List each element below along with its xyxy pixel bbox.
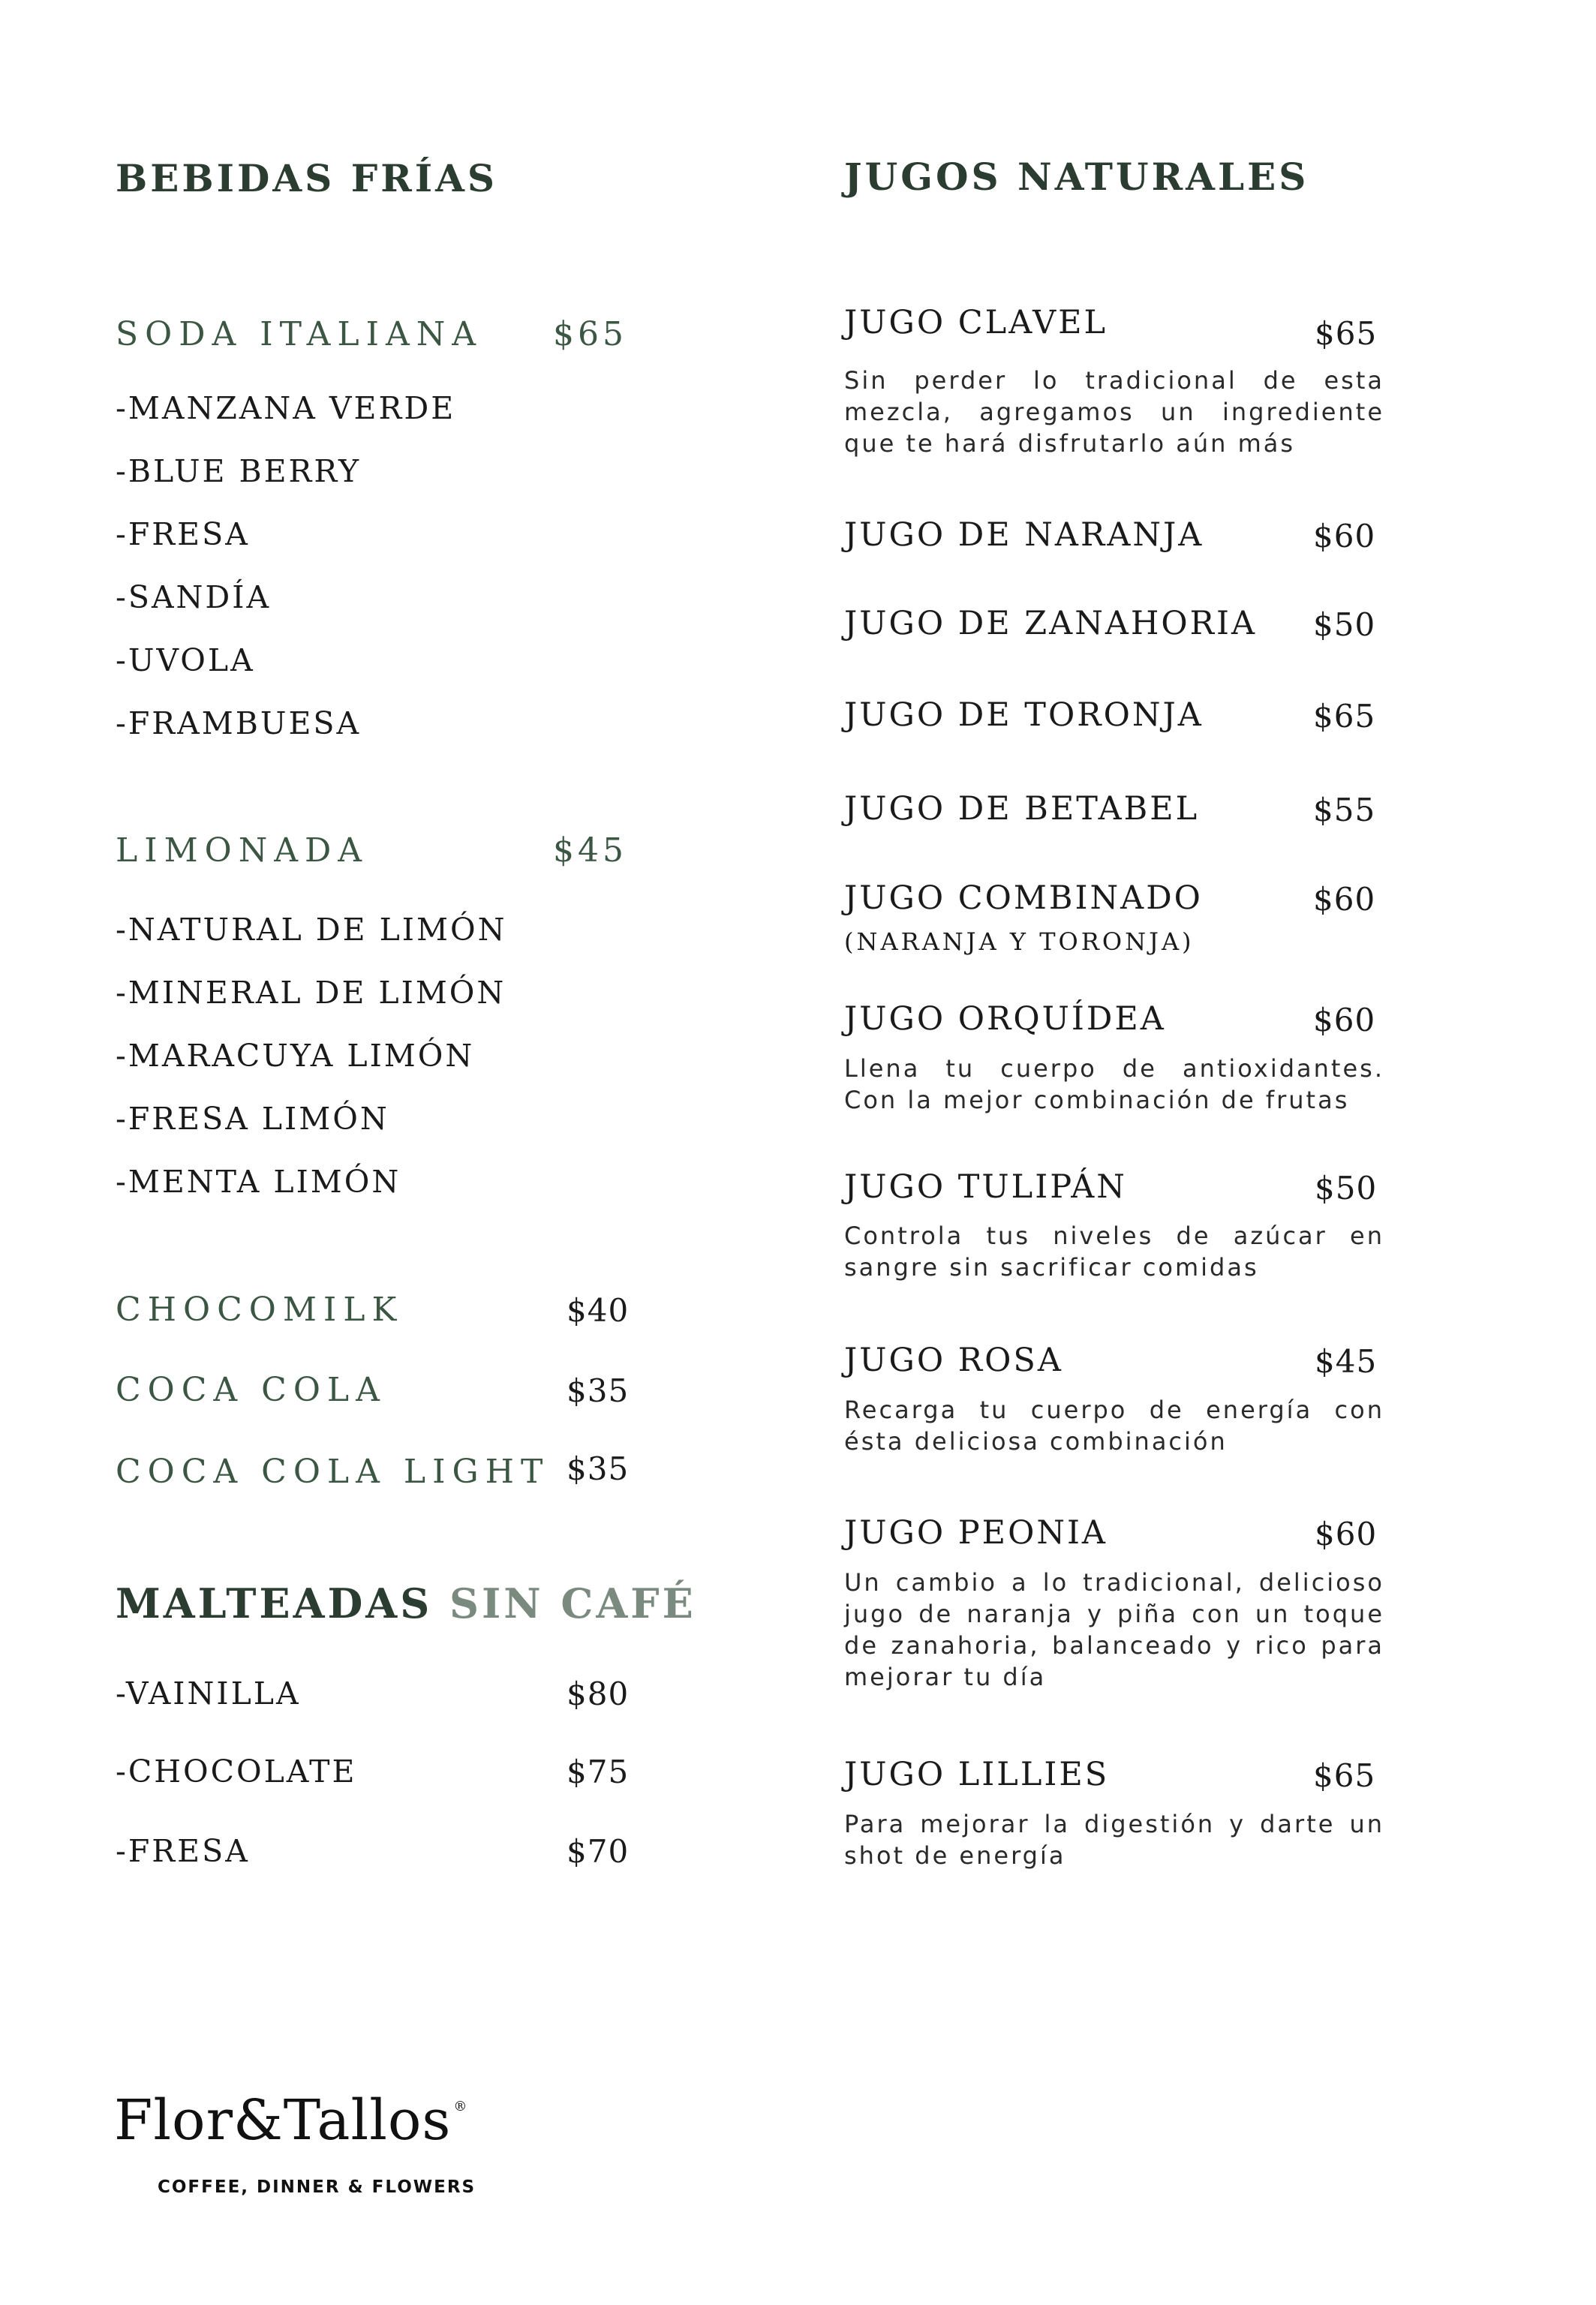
malteada-item-name: -FRESA (116, 1833, 250, 1869)
malteada-item-price: $70 (567, 1833, 630, 1870)
jugo-price: $60 (1313, 518, 1376, 554)
soda-flavor: -SANDÍA (116, 579, 272, 615)
brand-logo (114, 2088, 467, 2153)
jugo-name: JUGO CLAVEL (844, 304, 1108, 341)
malteadas-title-sub: SIN CAFÉ (449, 1579, 696, 1627)
jugo-description: Controla tus niveles de azúcar en sangre sin sacrificar comidas (844, 1222, 1384, 1282)
jugo-description: Sin perder lo tradicional de esta mezcla, agregamos un ingrediente que te hará disfrutarlo aún más (844, 366, 1384, 458)
jugo-name: JUGO DE BETABEL (844, 790, 1200, 828)
jugo-name: JUGO DE NARANJA (844, 516, 1204, 554)
limonada-price: $45 (553, 831, 627, 870)
soda-flavor: -FRAMBUESA (116, 705, 362, 741)
jugo-description: Recarga tu cuerpo de energía con ésta deliciosa combinación (844, 1396, 1384, 1456)
jugo-name: JUGO LILLIES (844, 1756, 1110, 1793)
soda-flavor: -MANZANA VERDE (116, 390, 456, 426)
jugo-price: $65 (1313, 698, 1376, 735)
jugo-price: $65 (1313, 1757, 1376, 1794)
jugo-description: Un cambio a lo tradicional, delicioso jugo de naranja y piña con un toque de zanahoria, balanceado y rico para mejorar tu día (844, 1568, 1384, 1691)
soda-italiana-price: $65 (553, 315, 627, 353)
limonada-flavor: -MARACUYA LIMÓN (116, 1038, 475, 1074)
jugo-description: Para mejorar la digestión y darte un shot de energía (844, 1810, 1384, 1870)
soda-italiana-name: SODA ITALIANA (116, 315, 483, 353)
coca-cola-light-price: $35 (567, 1450, 630, 1487)
jugo-name: JUGO PEONIA (844, 1514, 1108, 1552)
section-title-bebidas-frias: BEBIDAS FRÍAS (116, 156, 498, 200)
limonada-name: LIMONADA (116, 831, 369, 870)
limonada-flavor: -NATURAL DE LIMÓN (116, 912, 507, 948)
soda-flavor: -UVOLA (116, 642, 255, 678)
jugo-price: $65 (1315, 315, 1378, 352)
section-title-malteadas (116, 1579, 696, 1627)
jugo-price: $60 (1313, 881, 1376, 918)
jugo-name: JUGO ORQUÍDEA (844, 1000, 1166, 1038)
coca-cola-price: $35 (567, 1372, 630, 1409)
jugo-price: $55 (1313, 792, 1376, 828)
soda-flavor: -BLUE BERRY (116, 453, 362, 489)
brand-name: Flor&Tallos (114, 2088, 452, 2153)
jugo-price: $60 (1313, 1002, 1376, 1038)
jugo-price: $45 (1315, 1343, 1378, 1380)
malteadas-title-main: MALTEADAS (116, 1579, 433, 1627)
jugo-name: JUGO DE TORONJA (844, 696, 1204, 734)
chocomilk-price: $40 (567, 1292, 630, 1329)
malteada-item-price: $75 (567, 1754, 630, 1790)
malteada-item-name: -CHOCOLATE (116, 1754, 357, 1790)
limonada-flavor: -FRESA LIMÓN (116, 1101, 389, 1137)
coca-cola-name: COCA COLA (116, 1371, 386, 1409)
coca-cola-light-name: COCA COLA LIGHT (116, 1453, 550, 1491)
soda-flavor: -FRESA (116, 516, 250, 552)
jugo-name: JUGO DE ZANAHORIA (844, 605, 1258, 642)
jugo-description: Llena tu cuerpo de antioxidantes. Con la mejor combinación de frutas (844, 1054, 1384, 1114)
jugo-price: $50 (1313, 606, 1376, 643)
jugo-price: $60 (1315, 1516, 1378, 1552)
section-title-jugos-naturales: JUGOS NATURALES (844, 155, 1309, 199)
malteada-item-name: -VAINILLA (116, 1675, 301, 1711)
jugo-name: JUGO COMBINADO (844, 879, 1203, 917)
jugo-price: $50 (1315, 1170, 1378, 1207)
malteada-item-price: $80 (567, 1675, 630, 1712)
jugo-name: JUGO TULIPÁN (844, 1168, 1127, 1206)
jugo-name: JUGO ROSA (844, 1342, 1063, 1379)
registered-mark: ® (453, 2099, 468, 2114)
jugo-combinado-note: (NARANJA Y TORONJA) (844, 927, 1195, 956)
chocomilk-name: CHOCOMILK (116, 1291, 404, 1329)
limonada-flavor: -MENTA LIMÓN (116, 1164, 401, 1200)
brand-tagline: COFFEE, DINNER & FLOWERS (158, 2177, 476, 2197)
limonada-flavor: -MINERAL DE LIMÓN (116, 975, 506, 1011)
